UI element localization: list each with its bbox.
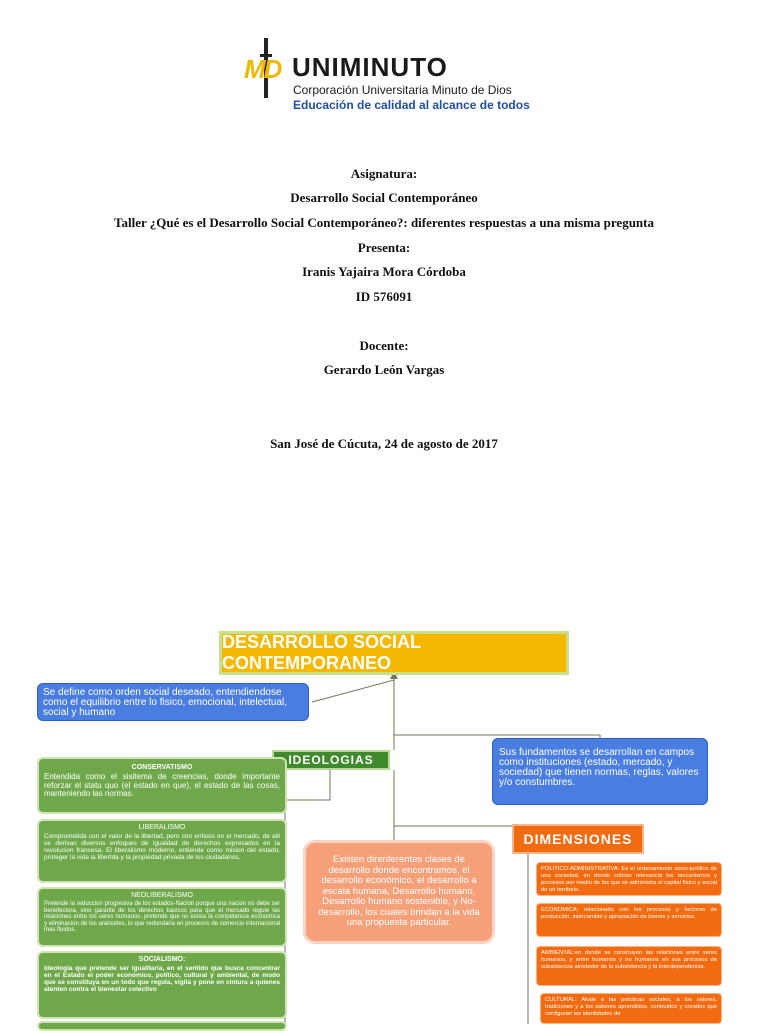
clases-box: Existen direnferentes clases de desarrollo donde encontramos, el desarrollo económico, el desarrollo a escala humana, Desarrollo humano, Desarrollo humano sostenible, y No-desarrollo, los cuales brindan a la vida una propuesta particular. (303, 840, 495, 944)
fundamentos-box: Sus fundamentos se desarrollan en campos como instituciones (estado, mercado, y sociedad) que tienen normas, reglas, valores y/o constumbres. (492, 738, 708, 805)
place-date: San José de Cúcuta, 24 de agosto de 2017 (270, 436, 498, 451)
conservatismo-box (37, 757, 287, 814)
logo-tagline: Educación de calidad al alcance de todos (293, 98, 530, 112)
cultural-box: CULTURAL: Alude a las prácticas sociales, a los valores, tradiciones y a los saberes aprendidos, contruidos y creados que configuran las identidades de (540, 993, 722, 1024)
neoliberalismo-title: NEOLIBERALISMO (131, 892, 193, 899)
author-name: Iranis Yajaira Mora Córdoba (302, 264, 466, 279)
conservatismo-text: Entendida como el sisitema de creencias, donde importante reforzar el statu quo (el estado en que), el estado de las cosas, manteniendo las normas. (44, 772, 280, 798)
map-title: DESARROLLO SOCIAL CONTEMPORANEO (219, 631, 569, 675)
definition-box: Se define como orden social deseado, entendiendose como el equilibrio entre lo fisico, emocional, intelectual, social y humano (37, 683, 309, 721)
taller-title: Taller ¿Qué es el Desarrollo Social Contemporáneo?: diferentes respuestas a una misma pregunta (114, 215, 654, 230)
connector-green-branch (285, 770, 330, 800)
author-id: ID 576091 (355, 289, 413, 304)
connector-fundamentos (394, 675, 600, 738)
logo-name: UNIMINUTO (292, 52, 448, 82)
neoliberalismo-box (37, 887, 287, 947)
docente-label: Docente: (359, 338, 409, 353)
docente-name: Gerardo León Vargas (323, 362, 445, 377)
logo-mark: MD (244, 54, 281, 84)
politico-box: POLITICO-ADMINISTRATIVA: Es el ordenamiento socio-jurídico de una sociedad, en donde cobran relevancia los mecanismos y procesos por medio de los que se administra el capital físico y social de un territorio. (536, 862, 722, 896)
presenta-label: Presenta: (357, 240, 411, 255)
green-box-next (37, 1021, 287, 1031)
socialismo-text: Ideología que pretende ser igualitaria, en el sentido que busca concentrar en el Estado el poder económico, político, cultural y ambiental, de modo que se constituya en un todo que regula, vigila y pone en cintura a quienes atenten contra el bienestar colectivo (44, 965, 280, 993)
liberalismo-title: LIBERALISMO (138, 824, 186, 831)
conservatismo-title: CONSERVATISMO (131, 764, 193, 771)
liberalismo-text: Comprometida con el valor de la libertad, pero con enfasis en el mercado, de alli se derivan diversos enfoques de igualdad de derechos expresados en la revolucion francesa. El liberalismo moderno, entiende como mision del estado, proteger la vida la libertda y la propiedad privada de los ciudadanos. (44, 833, 280, 861)
dimensiones-box: DIMENSIONES (512, 824, 644, 854)
socialismo-box (37, 951, 287, 1019)
asignatura-label: Asignatura: (350, 166, 418, 181)
ideologias-box: IDEOLOGIAS (272, 750, 390, 770)
economica-box: ECONOMICA: relacionada con los procesos y factores de producción, intercambio y apropiación de bienes y servicios. (536, 903, 722, 937)
neoliberalismo-text: Pretende la reduccion progresiva de los estados-Nacion porque una nacion no debe ser benefectora, sino garante de los derechos basicos para que el mercado regule las relaciones entre los seres humanos, pretende que no exista la competencia economica y eliminacion de los aranceles, lo que redundaria en procesos de comercio internacional mas fluidos. (44, 901, 280, 934)
connector-definition (312, 675, 394, 702)
logo-subtitle: Corporación Universitaria Minuto de Dios (293, 83, 512, 97)
socialismo-title: SOCIALISMO: (138, 956, 186, 963)
liberalismo-box (37, 819, 287, 883)
asignatura: Desarrollo Social Contemporáneo (290, 190, 478, 205)
ambiental-box: AMBIENTAL:en donde se construyen las relaciones entre seres humanos, y entre humanos y no humanos en sus procesos de subsistencia alrededor de la subsistencia y la interdependencia. (536, 946, 722, 986)
